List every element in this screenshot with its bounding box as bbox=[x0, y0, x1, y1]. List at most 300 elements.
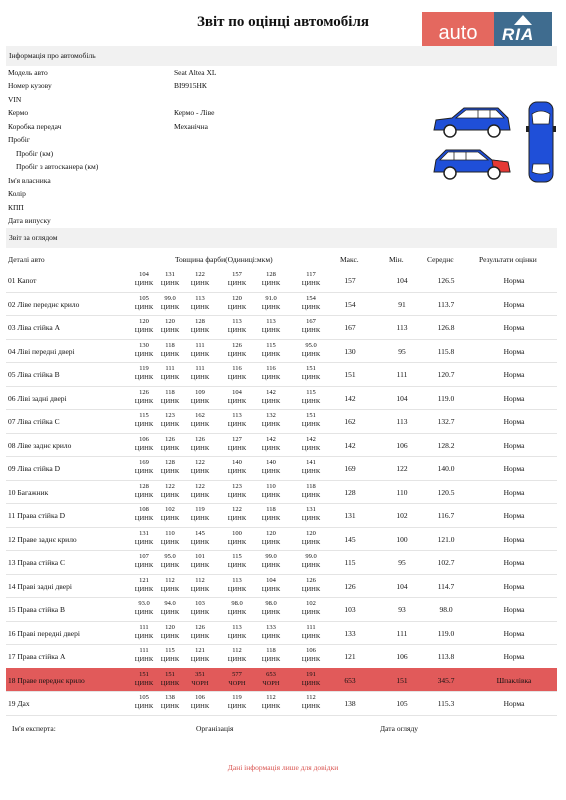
thickness-value: 128 bbox=[165, 459, 175, 466]
car-info-label: VIN bbox=[8, 95, 22, 104]
coating-type: ЦИНК bbox=[227, 609, 247, 616]
thickness-cell bbox=[225, 364, 249, 382]
min-value: 151 bbox=[396, 675, 408, 685]
avg-value: 126.5 bbox=[437, 276, 455, 285]
thickness-value: 120 bbox=[139, 318, 149, 325]
coating-type: ЦИНК bbox=[190, 303, 210, 311]
coating-type: ЦИНК bbox=[190, 491, 210, 499]
max-value: 126 bbox=[344, 581, 356, 591]
thickness-cell bbox=[299, 552, 323, 570]
thickness-cell bbox=[259, 646, 283, 664]
coating-type: ЦИНК bbox=[227, 444, 247, 452]
table-row bbox=[6, 550, 557, 575]
coating-type: ЦИНК bbox=[261, 585, 281, 593]
coating-type: ЦИНК bbox=[190, 609, 210, 616]
coating-type: ЦИНК bbox=[134, 491, 154, 499]
thickness-value: 102 bbox=[306, 600, 316, 607]
thickness-value: 102 bbox=[165, 506, 175, 513]
coating-type: ЦИНК bbox=[134, 350, 154, 358]
avg-value: 102.7 bbox=[437, 558, 455, 567]
table-row bbox=[6, 339, 557, 364]
thickness-cell bbox=[158, 670, 182, 688]
thickness-value: 162 bbox=[195, 412, 205, 419]
coating-type: ЦИНК bbox=[134, 703, 154, 710]
thickness-cell bbox=[188, 599, 212, 617]
coating-type: ЧОРН bbox=[228, 679, 246, 687]
coating-type: ЦИНК bbox=[301, 280, 321, 287]
car-right-side-diagram bbox=[430, 146, 514, 182]
part-name: 14 Праві задні двері bbox=[8, 581, 72, 591]
coating-type: ЦИНК bbox=[160, 468, 180, 475]
table-row bbox=[6, 409, 557, 434]
thickness-value: 106 bbox=[195, 694, 205, 701]
thickness-cell bbox=[225, 576, 249, 594]
thickness-value: 107 bbox=[139, 553, 149, 560]
coating-type: ЦИНК bbox=[301, 350, 321, 358]
thickness-cell bbox=[158, 458, 182, 476]
coating-type: ЦИНК bbox=[261, 374, 281, 381]
thickness-value: 145 bbox=[195, 529, 205, 537]
thickness-cell bbox=[259, 317, 283, 335]
coating-type: ЦИНК bbox=[134, 585, 154, 593]
car-info-value: Механічна bbox=[174, 122, 208, 131]
thickness-cell bbox=[259, 670, 283, 688]
thickness-value: 113 bbox=[232, 412, 242, 419]
coating-type: ЦИНК bbox=[160, 327, 180, 334]
coating-type: ЦИНК bbox=[261, 515, 281, 522]
part-name: 19 Дах bbox=[8, 699, 30, 708]
thickness-value: 100 bbox=[232, 529, 242, 537]
thickness-value: 113 bbox=[195, 294, 205, 302]
thickness-value: 126 bbox=[139, 388, 149, 396]
avg-value: 115.3 bbox=[437, 699, 455, 708]
coating-type: ЦИНК bbox=[134, 538, 154, 546]
thickness-value: 113 bbox=[266, 318, 276, 325]
car-top-view-diagram bbox=[526, 100, 556, 184]
min-value: 95 bbox=[398, 558, 406, 567]
thickness-value: 126 bbox=[195, 435, 205, 443]
car-info-label: Колір bbox=[8, 189, 26, 198]
result-value: Норма bbox=[503, 487, 525, 497]
thickness-cell bbox=[225, 552, 249, 570]
coating-type: ЦИНК bbox=[301, 444, 321, 452]
min-value: 102 bbox=[396, 511, 408, 520]
thickness-cell bbox=[225, 388, 249, 406]
thickness-cell bbox=[259, 270, 283, 288]
car-info-label: КПП bbox=[8, 203, 24, 212]
coating-type: ЦИНК bbox=[301, 515, 321, 522]
thickness-cell bbox=[132, 505, 156, 523]
car-info-header: Інформація про автомобіль bbox=[6, 46, 557, 66]
thickness-cell bbox=[225, 670, 249, 688]
car-info-value: Кермо - Ліве bbox=[174, 108, 215, 117]
avg-value: 132.7 bbox=[437, 417, 455, 426]
thickness-value: 126 bbox=[232, 341, 242, 349]
thickness-value: 111 bbox=[195, 365, 205, 372]
thickness-value: 142 bbox=[306, 435, 316, 443]
thickness-cell bbox=[158, 576, 182, 594]
result-value: Норма bbox=[503, 605, 525, 614]
thickness-cell bbox=[299, 576, 323, 594]
coating-type: ЦИНК bbox=[134, 468, 154, 475]
part-name: 06 Ліві задні двері bbox=[8, 393, 67, 403]
thickness-cell bbox=[132, 388, 156, 406]
coating-type: ЦИНК bbox=[227, 632, 247, 640]
coating-type: ЦИНК bbox=[190, 703, 210, 710]
part-name: 17 Права стійка А bbox=[8, 652, 66, 661]
table-row bbox=[6, 621, 557, 646]
organization-label: Організація bbox=[196, 724, 234, 733]
thickness-cell bbox=[188, 270, 212, 288]
part-name: 09 Ліва стійка D bbox=[8, 464, 61, 473]
thickness-cell bbox=[225, 294, 249, 312]
thickness-value: 123 bbox=[165, 412, 175, 419]
thickness-cell bbox=[188, 646, 212, 664]
thickness-value: 140 bbox=[232, 459, 242, 466]
table-row bbox=[6, 386, 557, 411]
thickness-value: 99.0 bbox=[265, 553, 277, 560]
thickness-cell bbox=[225, 529, 249, 547]
thickness-value: 113 bbox=[232, 623, 242, 631]
thickness-cell bbox=[225, 270, 249, 288]
min-value: 122 bbox=[396, 464, 408, 473]
thickness-cell bbox=[158, 270, 182, 288]
thickness-cell bbox=[299, 693, 323, 711]
thickness-value: 123 bbox=[232, 482, 242, 490]
thickness-value: 115 bbox=[266, 341, 276, 349]
min-value: 104 bbox=[396, 393, 408, 403]
thickness-value: 653 bbox=[266, 670, 276, 678]
coating-type: ЦИНК bbox=[190, 327, 210, 334]
thickness-cell bbox=[299, 294, 323, 312]
thickness-value: 128 bbox=[139, 482, 149, 490]
coating-type: ЦИНК bbox=[160, 421, 180, 428]
thickness-value: 112 bbox=[232, 647, 242, 654]
min-value: 95 bbox=[398, 346, 406, 356]
thickness-cell bbox=[225, 646, 249, 664]
thickness-value: 91.0 bbox=[265, 294, 277, 302]
max-value: 157 bbox=[344, 276, 356, 285]
coating-type: ЦИНК bbox=[134, 421, 154, 428]
thickness-value: 109 bbox=[195, 388, 205, 396]
thickness-cell bbox=[299, 388, 323, 406]
coating-type: ЦИНК bbox=[301, 538, 321, 546]
thickness-cell bbox=[259, 552, 283, 570]
thickness-value: 122 bbox=[195, 271, 205, 278]
part-name: 01 Капот bbox=[8, 276, 37, 285]
table-row bbox=[6, 597, 557, 622]
col-min: Мін. bbox=[389, 255, 404, 264]
thickness-value: 106 bbox=[306, 647, 316, 654]
coating-type: ЦИНК bbox=[160, 656, 180, 663]
coating-type: ЦИНК bbox=[301, 632, 321, 640]
max-value: 130 bbox=[344, 346, 356, 356]
logo-mark-icon bbox=[514, 15, 532, 25]
coating-type: ЦИНК bbox=[227, 468, 247, 475]
car-info-label: Дата випуску bbox=[8, 216, 51, 225]
thickness-value: 119 bbox=[232, 694, 242, 701]
thickness-value: 120 bbox=[165, 318, 175, 325]
result-value: Норма bbox=[503, 346, 525, 356]
thickness-value: 138 bbox=[165, 694, 175, 701]
thickness-value: 112 bbox=[266, 694, 276, 701]
table-row bbox=[6, 362, 557, 387]
thickness-cell bbox=[225, 693, 249, 711]
coating-type: ЦИНК bbox=[134, 515, 154, 522]
thickness-cell bbox=[299, 270, 323, 288]
thickness-cell bbox=[225, 623, 249, 641]
thickness-value: 131 bbox=[139, 529, 149, 537]
thickness-value: 122 bbox=[232, 506, 242, 513]
thickness-cell bbox=[188, 529, 212, 547]
thickness-cell bbox=[225, 458, 249, 476]
min-value: 93 bbox=[398, 605, 406, 614]
thickness-value: 191 bbox=[306, 670, 316, 678]
thickness-value: 104 bbox=[266, 576, 276, 584]
car-info-value: Seat Altea XL bbox=[174, 68, 217, 77]
thickness-value: 120 bbox=[266, 529, 276, 537]
thickness-cell bbox=[259, 576, 283, 594]
thickness-value: 112 bbox=[195, 576, 205, 584]
thickness-cell bbox=[299, 505, 323, 523]
thickness-cell bbox=[225, 435, 249, 453]
max-value: 151 bbox=[344, 370, 356, 379]
thickness-cell bbox=[259, 623, 283, 641]
col-part: Деталі авто bbox=[8, 255, 45, 264]
table-row bbox=[6, 268, 557, 293]
thickness-value: 131 bbox=[306, 506, 316, 513]
thickness-value: 112 bbox=[306, 694, 316, 701]
thickness-value: 119 bbox=[139, 365, 149, 372]
max-value: 121 bbox=[344, 652, 356, 661]
col-avg: Середнє bbox=[427, 255, 454, 264]
thickness-cell bbox=[259, 435, 283, 453]
thickness-cell bbox=[158, 693, 182, 711]
thickness-cell bbox=[188, 623, 212, 641]
thickness-value: 128 bbox=[195, 318, 205, 325]
part-name: 18 Праве переднє крило bbox=[8, 675, 85, 685]
coating-type: ЦИНК bbox=[261, 491, 281, 499]
thickness-cell bbox=[158, 411, 182, 429]
thickness-cell bbox=[225, 341, 249, 359]
thickness-value: 111 bbox=[139, 623, 149, 631]
coating-type: ЦИНК bbox=[160, 609, 180, 616]
coating-type: ЦИНК bbox=[301, 679, 321, 687]
thickness-value: 99.0 bbox=[164, 294, 176, 302]
thickness-cell bbox=[158, 341, 182, 359]
avg-value: 98.0 bbox=[439, 605, 453, 614]
coating-type: ЦИНК bbox=[301, 585, 321, 593]
coating-type: ЦИНК bbox=[261, 303, 281, 311]
coating-type: ЦИНК bbox=[301, 374, 321, 381]
coating-type: ЦИНК bbox=[227, 562, 247, 569]
table-row bbox=[6, 644, 557, 669]
thickness-value: 128 bbox=[266, 271, 276, 278]
coating-type: ЦИНК bbox=[160, 703, 180, 710]
thickness-cell bbox=[132, 529, 156, 547]
thickness-cell bbox=[259, 505, 283, 523]
coating-type: ЦИНК bbox=[160, 374, 180, 381]
coating-type: ЦИНК bbox=[160, 679, 180, 687]
thickness-value: 116 bbox=[266, 365, 276, 372]
thickness-value: 117 bbox=[306, 271, 316, 278]
thickness-cell bbox=[132, 435, 156, 453]
coating-type: ЦИНК bbox=[227, 491, 247, 499]
coating-type: ЦИНК bbox=[301, 656, 321, 663]
thickness-cell bbox=[188, 317, 212, 335]
table-row bbox=[6, 292, 557, 317]
coating-type: ЦИНК bbox=[160, 444, 180, 452]
thickness-cell bbox=[132, 482, 156, 500]
part-name: 05 Ліва стійка В bbox=[8, 370, 60, 379]
coating-type: ЦИНК bbox=[227, 374, 247, 381]
result-value: Шпаклівка bbox=[496, 675, 532, 685]
thickness-cell bbox=[259, 482, 283, 500]
thickness-value: 105 bbox=[139, 694, 149, 701]
part-name: 10 Багажник bbox=[8, 487, 49, 497]
thickness-value: 120 bbox=[165, 623, 175, 631]
thickness-value: 116 bbox=[232, 365, 242, 372]
max-value: 167 bbox=[344, 323, 356, 332]
thickness-cell bbox=[132, 317, 156, 335]
coating-type: ЦИНК bbox=[261, 350, 281, 358]
min-value: 106 bbox=[396, 652, 408, 661]
thickness-cell bbox=[132, 693, 156, 711]
coating-type: ЦИНК bbox=[301, 703, 321, 710]
coating-type: ЦИНК bbox=[261, 562, 281, 569]
car-info-value: ВІ9915НК bbox=[174, 81, 207, 90]
car-info-label: Пробіг bbox=[8, 135, 30, 144]
coating-type: ЦИНК bbox=[301, 421, 321, 428]
thickness-cell bbox=[299, 623, 323, 641]
car-left-side-diagram bbox=[430, 104, 514, 140]
thickness-value: 120 bbox=[306, 529, 316, 537]
col-result: Результати оцінки bbox=[479, 255, 537, 264]
coating-type: ЦИНК bbox=[160, 538, 180, 546]
thickness-value: 132 bbox=[266, 412, 276, 419]
coating-type: ЦИНК bbox=[261, 327, 281, 334]
thickness-cell bbox=[299, 458, 323, 476]
coating-type: ЧОРН bbox=[262, 679, 280, 687]
thickness-value: 112 bbox=[165, 576, 175, 584]
thickness-cell bbox=[132, 623, 156, 641]
car-info-label: Пробіг (км) bbox=[16, 149, 54, 158]
thickness-value: 95.0 bbox=[305, 341, 317, 349]
max-value: 103 bbox=[344, 605, 356, 614]
thickness-value: 122 bbox=[195, 459, 205, 466]
coating-type: ЦИНК bbox=[261, 397, 281, 405]
thickness-cell bbox=[299, 529, 323, 547]
car-info-label: Модель авто bbox=[8, 68, 48, 77]
col-max: Макс. bbox=[340, 255, 359, 264]
logo-ria-text: RIA bbox=[502, 25, 535, 44]
max-value: 169 bbox=[344, 464, 356, 473]
coating-type: ЦИНК bbox=[134, 444, 154, 452]
coating-type: ЦИНК bbox=[134, 609, 154, 616]
coating-type: ЦИНК bbox=[190, 585, 210, 593]
result-value: Норма bbox=[503, 276, 525, 285]
coating-type: ЦИНК bbox=[227, 703, 247, 710]
car-info-label: Кермо bbox=[8, 108, 29, 117]
coating-type: ЦИНК bbox=[261, 632, 281, 640]
result-value: Норма bbox=[503, 299, 525, 309]
max-value: 162 bbox=[344, 417, 356, 426]
thickness-cell bbox=[132, 458, 156, 476]
thickness-cell bbox=[132, 670, 156, 688]
avg-value: 140.0 bbox=[437, 464, 455, 473]
thickness-value: 111 bbox=[195, 341, 205, 349]
thickness-value: 122 bbox=[195, 482, 205, 490]
part-name: 13 Права стійка С bbox=[8, 558, 65, 567]
thickness-value: 130 bbox=[139, 341, 149, 349]
thickness-value: 103 bbox=[195, 600, 205, 607]
thickness-value: 351 bbox=[195, 670, 205, 678]
max-value: 145 bbox=[344, 534, 356, 544]
thickness-value: 119 bbox=[195, 506, 205, 513]
max-value: 154 bbox=[344, 299, 356, 309]
thickness-cell bbox=[158, 599, 182, 617]
thickness-cell bbox=[225, 482, 249, 500]
thickness-value: 151 bbox=[139, 670, 149, 678]
thickness-value: 141 bbox=[306, 459, 316, 466]
max-value: 133 bbox=[344, 628, 356, 638]
result-value: Норма bbox=[503, 558, 525, 567]
thickness-value: 110 bbox=[266, 482, 276, 490]
min-value: 100 bbox=[396, 534, 408, 544]
thickness-value: 131 bbox=[165, 271, 175, 278]
max-value: 653 bbox=[344, 675, 356, 685]
avg-value: 116.7 bbox=[437, 511, 455, 520]
thickness-value: 167 bbox=[306, 318, 316, 325]
avg-value: 114.7 bbox=[437, 581, 455, 591]
coating-type: ЦИНК bbox=[134, 562, 154, 569]
thickness-value: 111 bbox=[306, 623, 316, 631]
max-value: 142 bbox=[344, 440, 356, 450]
result-value: Норма bbox=[503, 370, 525, 379]
result-value: Норма bbox=[503, 417, 525, 426]
thickness-cell bbox=[158, 552, 182, 570]
thickness-value: 95.0 bbox=[164, 553, 176, 560]
coating-type: ЦИНК bbox=[134, 374, 154, 381]
thickness-value: 111 bbox=[165, 365, 175, 372]
thickness-value: 118 bbox=[165, 388, 175, 396]
thickness-value: 115 bbox=[139, 412, 149, 419]
avg-value: 120.7 bbox=[437, 370, 455, 379]
thickness-cell bbox=[158, 317, 182, 335]
thickness-cell bbox=[188, 341, 212, 359]
max-value: 128 bbox=[344, 487, 356, 497]
thickness-value: 113 bbox=[232, 318, 242, 325]
thickness-cell bbox=[299, 435, 323, 453]
thickness-cell bbox=[158, 646, 182, 664]
thickness-cell bbox=[259, 529, 283, 547]
thickness-cell bbox=[299, 411, 323, 429]
avg-value: 345.7 bbox=[437, 675, 455, 685]
max-value: 142 bbox=[344, 393, 356, 403]
thickness-cell bbox=[132, 411, 156, 429]
thickness-cell bbox=[299, 646, 323, 664]
min-value: 113 bbox=[396, 417, 408, 426]
coating-type: ЦИНК bbox=[190, 656, 210, 663]
avg-value: 120.5 bbox=[437, 487, 455, 497]
table-row bbox=[6, 480, 557, 505]
thickness-value: 140 bbox=[266, 459, 276, 466]
date-label: Дата огляду bbox=[380, 724, 419, 733]
thickness-cell bbox=[259, 388, 283, 406]
coating-type: ЦИНК bbox=[261, 538, 281, 546]
thickness-cell bbox=[188, 411, 212, 429]
coating-type: ЦИНК bbox=[227, 515, 247, 522]
